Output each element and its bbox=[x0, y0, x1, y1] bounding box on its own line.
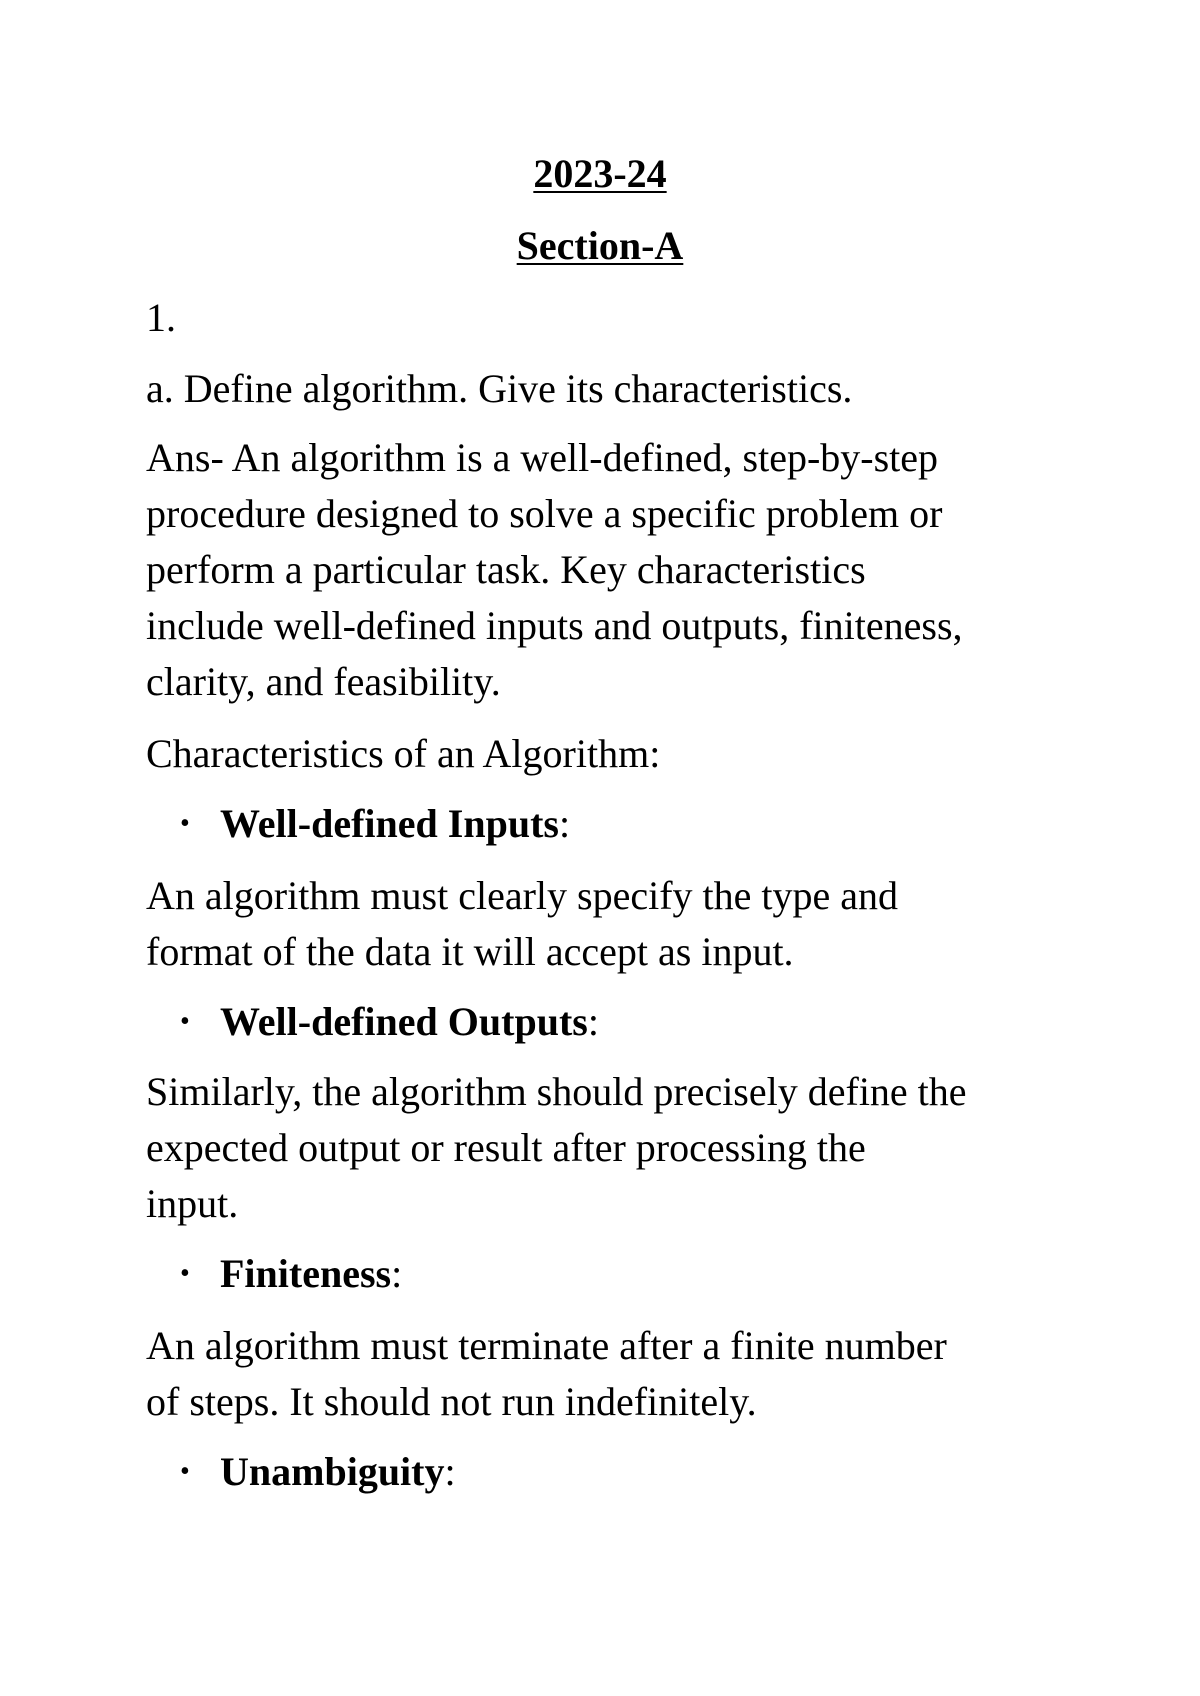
list-item bbox=[180, 1246, 402, 1302]
section-heading: Section-A bbox=[516, 223, 684, 268]
characteristic-description: Similarly, the algorithm should precisely define the bbox=[146, 1069, 967, 1114]
answer-line: perform a particular task. Key characteristics bbox=[146, 547, 866, 592]
characteristics-heading: Characteristics of an Algorithm: bbox=[146, 731, 661, 776]
characteristic-label: Well-defined Inputs bbox=[220, 801, 559, 846]
characteristic-label: Finiteness bbox=[220, 1251, 392, 1296]
list-item bbox=[180, 994, 599, 1050]
characteristic-description: format of the data it will accept as input. bbox=[146, 929, 794, 974]
characteristic-description: An algorithm must terminate after a finite number bbox=[146, 1323, 947, 1368]
answer-line: procedure designed to solve a specific problem or bbox=[146, 491, 943, 536]
label-colon: : bbox=[444, 1449, 456, 1494]
label-colon: : bbox=[558, 801, 571, 846]
characteristic-description: expected output or result after processing the bbox=[146, 1125, 866, 1170]
bullet-icon: • bbox=[180, 1006, 190, 1037]
answer-line: Ans- An algorithm is a well-defined, step-by-step bbox=[146, 435, 939, 480]
characteristic-description: An algorithm must clearly specify the type and bbox=[146, 873, 899, 918]
label-colon: : bbox=[587, 999, 599, 1044]
question-number: 1. bbox=[146, 295, 176, 340]
bullet-icon: • bbox=[180, 1456, 190, 1487]
answer-line: include well-defined inputs and outputs, finiteness, bbox=[146, 603, 963, 648]
bullet-icon: • bbox=[180, 808, 190, 839]
characteristic-description: of steps. It should not run indefinitely. bbox=[146, 1379, 757, 1424]
label-colon: : bbox=[391, 1251, 403, 1296]
characteristic-description: input. bbox=[146, 1181, 239, 1226]
characteristic-label: Unambiguity bbox=[220, 1449, 445, 1494]
bullet-icon: • bbox=[180, 1258, 190, 1289]
list-item bbox=[180, 796, 570, 852]
characteristic-label: Well-defined Outputs bbox=[220, 999, 588, 1044]
list-item bbox=[180, 1444, 456, 1500]
question-part-a: a. Define algorithm. Give its characteristics. bbox=[146, 366, 853, 411]
year-heading: 2023-24 bbox=[533, 151, 667, 196]
answer-line: clarity, and feasibility. bbox=[146, 659, 501, 704]
